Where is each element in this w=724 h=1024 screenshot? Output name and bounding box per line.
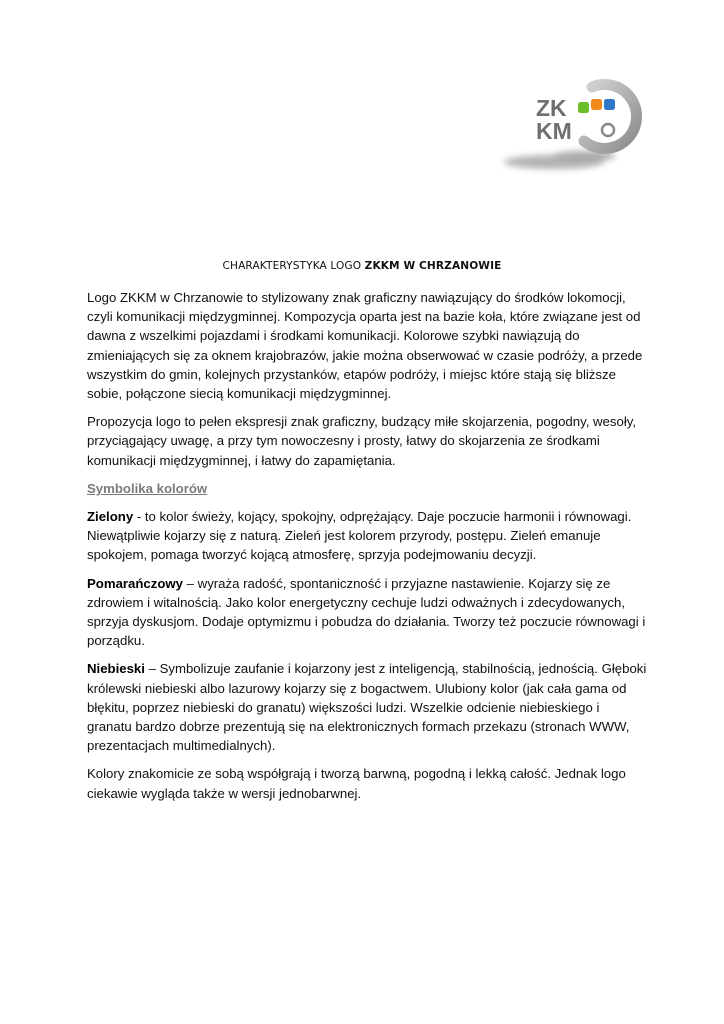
orange-term: Pomarańczowy: [87, 575, 184, 591]
blue-text: – Symbolizuje zaufanie i kojarzony jest z inteligencją, stabilnością, jednością. Głęboki królewski niebieski albo lazurowy kojarzy się z bogactwem. Ulubiony kolor (jak cała gama od błękitu, poprzez niebieski do granatu) większości ludzi. Wszelkie odcienie niebieskiego i granatu bardzo dobrze prezentują się na elektronicznych formach przekazu (stronach WWW, prezentacjach multimedialnych).: [87, 661, 647, 754]
blue-term: Niebieski: [87, 661, 145, 677]
paragraph-proposal: Propozycja logo to pełen ekspresji znak graficzny, budzący miłe skojarzenia, pogodny, wesoły, przyciągający uwagę, a przy tym nowoczesny i prosty, łatwy do skojarzenia ze środkami komunikacji międzygminnej, i łatwy do zapamiętania.: [87, 414, 637, 468]
paragraph-summary: Kolory znakomicie ze sobą współgrają i tworzą barwną, pogodną i lekką całość. Jednak logo ciekawie wygląda także w wersji jednobarwnej.: [87, 766, 626, 801]
orange-window-icon: [591, 99, 602, 110]
green-window-icon: [578, 102, 589, 113]
page-title: [0, 260, 724, 272]
zkkm-logo-graphic: [492, 78, 642, 190]
orange-text: – wyraża radość, spontaniczność i przyjazne nastawienie. Kojarzy się ze zdrowiem i witalnością. Jako kolor energetyczny cechuje ludzi odważnych i zdecydowanych, sprzyja dyskusjom. Dodaje optymizmu i pobudza do działania. Tworzy też poczucie równowagi i porządku.: [87, 575, 646, 649]
paragraph-intro: Logo ZKKM w Chrzanowie to stylizowany znak graficzny nawiązujący do środków lokomocji, czyli komunikacji międzygminnej. Kompozycja oparta jest na bazie koła, które związane jest od dawna z wszelkimi pojazdami i środkami komunikacji. Kolorowe szybki nawiązują do zmieniających się za oknem krajobrazów, jakie można obserwować w czasie podróży, a przede wszystkim do gmin, kolejnych przystanków, etapów podróży, i miejsc które stają się bliższe sobie, połączone siecią komunikacji międzygminnej.: [87, 290, 643, 402]
zkkm-logo: [492, 78, 642, 190]
document-body: [87, 288, 647, 812]
paragraph-orange: [87, 574, 647, 651]
section-heading: Symbolika kolorów: [87, 480, 208, 496]
title-regular: CHARAKTERYSTYKA LOGO: [222, 260, 365, 272]
logo-line-2: KM: [536, 118, 572, 144]
paragraph-green: [87, 507, 647, 565]
green-term: Zielony: [87, 509, 134, 525]
blue-window-icon: [604, 99, 615, 110]
green-text: - to kolor świeży, kojący, spokojny, odprężający. Daje poczucie harmonii i równowagi. Niewątpliwie kojarzy się z naturą. Zieleń jest kolorem przyrody, postępu. Zieleń emanuje spokojem, pomaga tworzyć kojącą atmosferę, sprzyja podejmowaniu decyzji.: [87, 509, 632, 563]
logo-line-1: ZK: [536, 95, 567, 121]
title-bold: ZKKM W CHRZANOWIE: [364, 260, 502, 272]
paragraph-blue: [87, 659, 647, 755]
